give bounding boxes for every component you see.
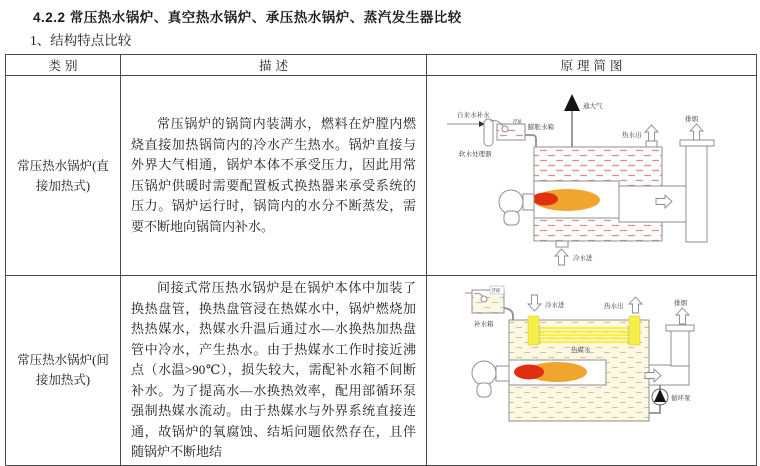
label-exhaust: 排烟	[674, 300, 687, 307]
label-cold-water-in: 冷水进	[545, 302, 565, 309]
label-heat-medium-water: 热媒水	[571, 347, 591, 354]
flame-icon	[514, 362, 587, 382]
tank-outlet-pipe	[504, 308, 513, 320]
diagram-cell	[427, 276, 757, 466]
table-row-direct-heating	[6, 76, 757, 276]
description-cell	[121, 76, 427, 276]
label-expansion-tank: 膨胀水箱	[528, 123, 554, 131]
label-exhaust: 排烟	[685, 115, 698, 123]
col-header-diagram: 原理简图	[427, 55, 757, 76]
label-hot-water-out: 热水出	[604, 303, 624, 310]
makeup-water-tank	[465, 286, 513, 320]
circulation-pump-icon	[649, 385, 668, 413]
comparison-table	[5, 54, 757, 466]
label-tap-water: 自来水补水	[457, 111, 490, 119]
up-arrow-icon	[629, 297, 642, 313]
chimney	[666, 325, 694, 366]
vent-pipe	[564, 94, 580, 147]
label-cold-water-in: 冷水进	[573, 254, 593, 262]
float-ball-icon	[481, 296, 487, 302]
category-cell: 常压热水锅炉(直接加热式)	[6, 76, 121, 276]
float-ball-icon	[502, 126, 508, 132]
label-circulation-pump: 循环泵	[671, 395, 691, 402]
category-cell: 常压热水锅炉(间接加热式)	[6, 276, 121, 466]
label-makeup-tank: 补水箱	[474, 321, 494, 328]
cold-water-inlet	[555, 241, 568, 265]
label-softener: 软水处理器	[459, 150, 492, 158]
hot-water-outlet	[645, 125, 658, 147]
up-arrow-icon	[555, 249, 568, 265]
up-arrow-icon	[676, 308, 689, 324]
col-header-description: 描述	[121, 55, 427, 76]
principle-diagram-indirect	[427, 280, 757, 438]
down-arrow-icon	[528, 295, 541, 311]
page-title: 4.2.2 常压热水锅炉、真空热水锅炉、承压热水锅炉、蒸汽发生器比较	[33, 10, 462, 25]
black-up-arrow-icon	[564, 94, 580, 111]
description-paragraph: 常压锅炉的锅筒内装满水，燃料在炉膛内燃烧直接加热锅筒内的冷水产生热水。锅炉直接与外界大气相通，锅炉本体不承受压力，因此用常压锅炉供暖时需要配置板式换热器来承受系统的压力。锅炉运行时，锅筒内的水分不断蒸发，需要不断地向锅筒内补水。	[131, 116, 416, 234]
burner-icon	[472, 361, 509, 397]
water-softener	[447, 119, 493, 146]
flue-duct	[619, 186, 686, 222]
page-subtitle: 1、结构特点比较	[30, 33, 132, 48]
label-float-ball: 浮球	[491, 288, 501, 293]
tank-outlet-pipe	[525, 135, 536, 147]
burner-icon	[499, 190, 534, 225]
col-header-category: 类别	[6, 55, 121, 76]
label-hot-water-out: 热水出	[622, 131, 642, 139]
diagram-cell	[427, 76, 757, 276]
table-row-indirect-heating	[6, 276, 757, 466]
description-paragraph: 间接式常压热水锅炉是在锅炉本体中加装了换热盘管，换热盘管浸在热媒水中，锅炉燃烧加热热媒水，热媒水升温后通过水—水换热加热盘管中冷水，产生热水。由于热媒水工作时接近沸点（水温>90℃），损失较大，需配补水箱不间断补水。为了提高水—水换热效率，配用部循环泵强制热媒水流动。由于热媒水与外界系统直接连通，故锅炉的氧腐蚀、结垢问题依然存在，且伴随锅炉不断地结	[131, 280, 416, 459]
label-float-ball: 浮球	[513, 118, 522, 124]
principle-diagram-direct	[427, 78, 757, 274]
header-row	[6, 55, 757, 76]
up-arrow-icon	[690, 124, 703, 140]
label-to-atmosphere: 通大气	[583, 102, 603, 110]
up-arrow-icon	[645, 125, 658, 141]
description-cell	[121, 276, 427, 466]
document-page	[0, 6, 760, 459]
